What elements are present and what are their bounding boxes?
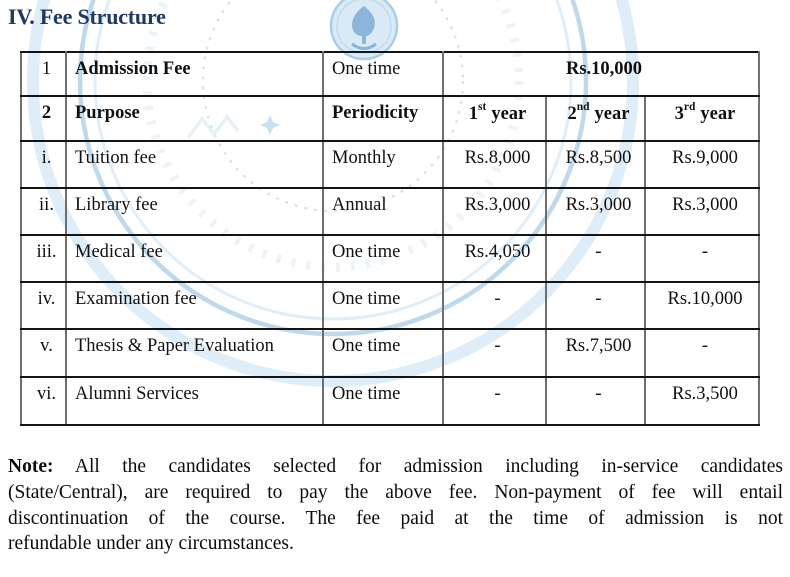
- purpose-cell: Tuition fee: [66, 141, 323, 188]
- serial-cell: iii.: [21, 235, 66, 282]
- year1-amount-cell: -: [443, 377, 546, 425]
- serial-cell: vi.: [21, 377, 66, 425]
- year2-number: 2: [567, 104, 577, 125]
- year2-word: year: [594, 104, 630, 125]
- note-line: refundable under any circumstances.: [8, 533, 294, 555]
- year2-amount-cell: Rs.3,000: [546, 188, 645, 235]
- year1-ordinal: st: [478, 101, 487, 113]
- year2-amount-cell: -: [546, 282, 645, 329]
- purpose-header-cell: Purpose: [66, 96, 323, 141]
- year3-amount-cell: Rs.3,500: [645, 377, 759, 425]
- year1-amount-cell: -: [443, 282, 546, 329]
- purpose-cell: Alumni Services: [66, 377, 323, 425]
- year1-amount-cell: Rs.8,000: [443, 141, 546, 188]
- year1-header-cell: [443, 96, 546, 141]
- admission-fee-row: [21, 52, 759, 96]
- purpose-cell: Examination fee: [66, 282, 323, 329]
- year1-amount-cell: Rs.4,050: [443, 235, 546, 282]
- year3-amount-cell: Rs.3,000: [645, 188, 759, 235]
- year2-amount-cell: Rs.8,500: [546, 141, 645, 188]
- year3-header-cell: [645, 96, 759, 141]
- admission-amount-cell: Rs.10,000: [443, 52, 759, 96]
- fee-row-library: [21, 188, 759, 235]
- periodicity-cell: Monthly: [323, 141, 443, 188]
- year2-amount-cell: -: [546, 235, 645, 282]
- periodicity-cell: One time: [323, 52, 443, 96]
- periodicity-cell: One time: [323, 235, 443, 282]
- year2-amount-cell: -: [546, 377, 645, 425]
- year3-number: 3: [674, 104, 684, 125]
- year2-header-cell: [546, 96, 645, 141]
- note-line: [8, 454, 783, 480]
- serial-cell: i.: [21, 141, 66, 188]
- year3-word: year: [700, 104, 736, 125]
- purpose-cell: Thesis & Paper Evaluation: [66, 329, 323, 377]
- serial-cell: iv.: [21, 282, 66, 329]
- periodicity-cell: One time: [323, 377, 443, 425]
- note-line-text: All the candidates selected for admission including in-service candidates: [53, 456, 783, 477]
- periodicity-cell: One time: [323, 282, 443, 329]
- note-block: [0, 454, 790, 557]
- year3-ordinal: rd: [683, 101, 696, 113]
- periodicity-cell: Annual: [323, 188, 443, 235]
- year1-number: 1: [468, 104, 478, 125]
- serial-cell: v.: [21, 329, 66, 377]
- year2-amount-cell: Rs.7,500: [546, 329, 645, 377]
- year3-amount-cell: -: [645, 329, 759, 377]
- purpose-cell: Library fee: [66, 188, 323, 235]
- year3-amount-cell: -: [645, 235, 759, 282]
- year3-amount-cell: Rs.10,000: [645, 282, 759, 329]
- purpose-cell: Medical fee: [66, 235, 323, 282]
- year1-amount-cell: -: [443, 329, 546, 377]
- periodicity-cell: One time: [323, 329, 443, 377]
- year1-word: year: [491, 104, 527, 125]
- serial-cell: 2: [21, 96, 66, 141]
- page-title: IV. Fee Structure: [8, 4, 166, 29]
- fee-row-medical: [21, 235, 759, 282]
- fee-row-examination: [21, 282, 759, 329]
- fee-row-thesis: [21, 329, 759, 377]
- periodicity-header-cell: Periodicity: [323, 96, 443, 141]
- serial-cell: ii.: [21, 188, 66, 235]
- fee-row-alumni: [21, 377, 759, 425]
- note-line: (State/Central), are required to pay the above fee. Non-payment of fee will entail: [8, 481, 783, 503]
- note-line: discontinuation of the course. The fee paid at the time of admission is not: [8, 507, 783, 529]
- purpose-cell: Admission Fee: [66, 52, 323, 96]
- note-label: Note:: [8, 456, 54, 477]
- year1-amount-cell: Rs.3,000: [443, 188, 546, 235]
- fee-structure-table: [20, 51, 760, 426]
- year3-amount-cell: Rs.9,000: [645, 141, 759, 188]
- serial-cell: 1: [21, 52, 66, 96]
- fee-row-tuition: [21, 141, 759, 188]
- table-header-row: [21, 96, 759, 141]
- year2-ordinal: nd: [576, 101, 590, 113]
